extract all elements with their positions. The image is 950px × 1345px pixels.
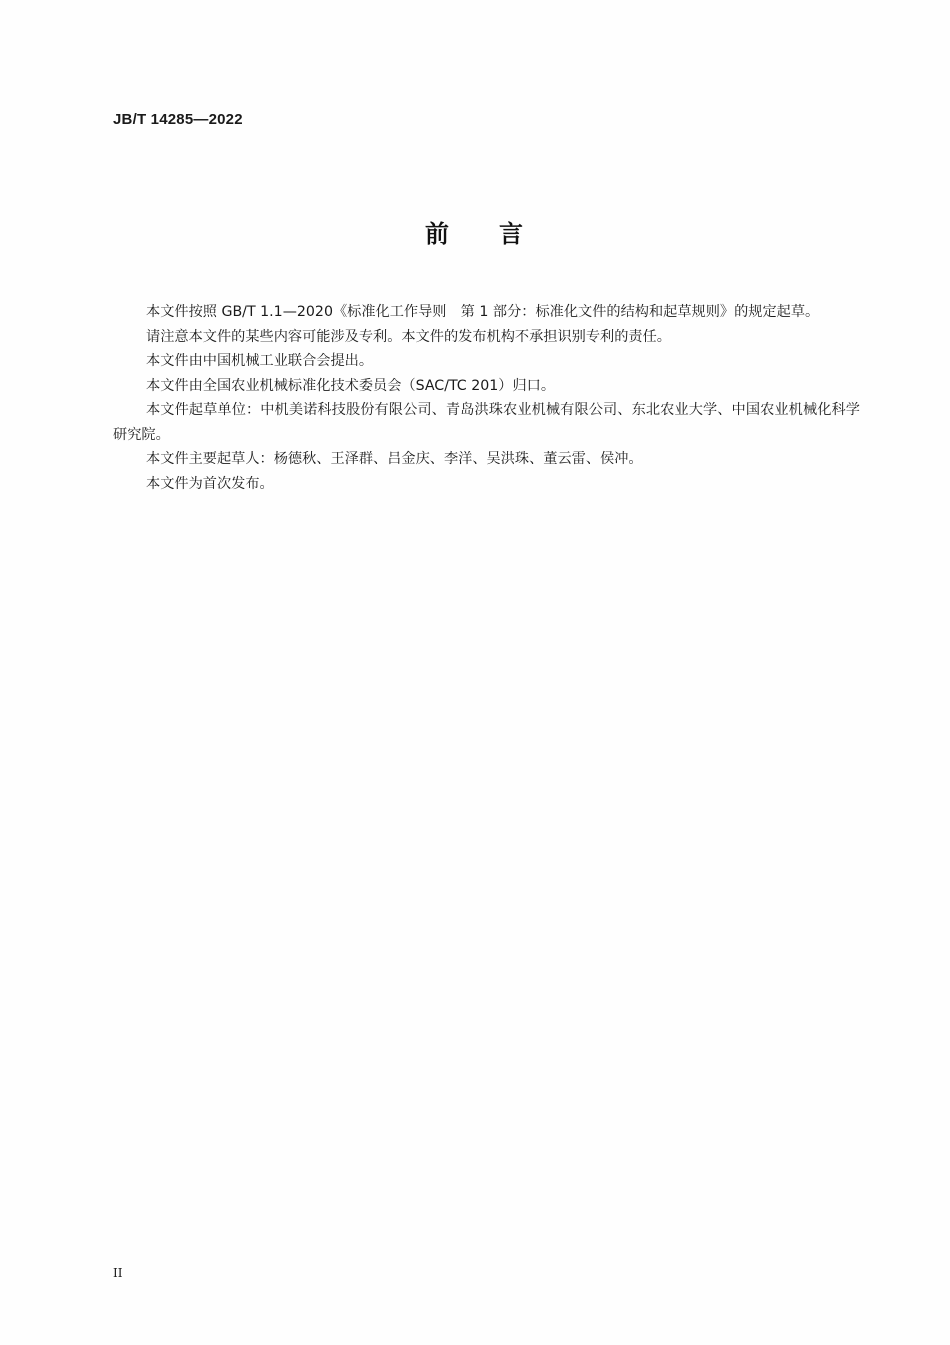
paragraph-first-release: 本文件为首次发布。 [146,475,274,492]
foreword-body [113,300,860,496]
paragraph-centralized-by: 本文件由全国农业机械标准化技术委员会（SAC/TC 201）归口。 [146,377,556,394]
document-code: JB/T 14285—2022 [113,111,243,128]
title-char-1: 前 [425,220,451,248]
section-title [0,214,950,249]
page-number: II [113,1266,123,1280]
paragraph-patent-notice: 请注意本文件的某些内容可能涉及专利。本文件的发布机构不承担识别专利的责任。 [146,328,671,345]
paragraph-drafting-units: 本文件起草单位：中机美诺科技股份有限公司、青岛洪珠农业机械有限公司、东北农业大学、中国农业机械化科学研究院。 [113,402,860,443]
paragraph-proposed-by: 本文件由中国机械工业联合会提出。 [146,353,374,369]
title-char-2: 言 [499,220,525,248]
paragraph-drafting-rules: 本文件按照 GB/T 1.1—2020《标准化工作导则 第 1 部分：标准化文件的结构和起草规则》的规定起草。 [146,304,820,320]
paragraph-main-drafters: 本文件主要起草人：杨德秋、王泽群、吕金庆、李洋、吴洪珠、董云雷、侯冲。 [146,451,643,467]
